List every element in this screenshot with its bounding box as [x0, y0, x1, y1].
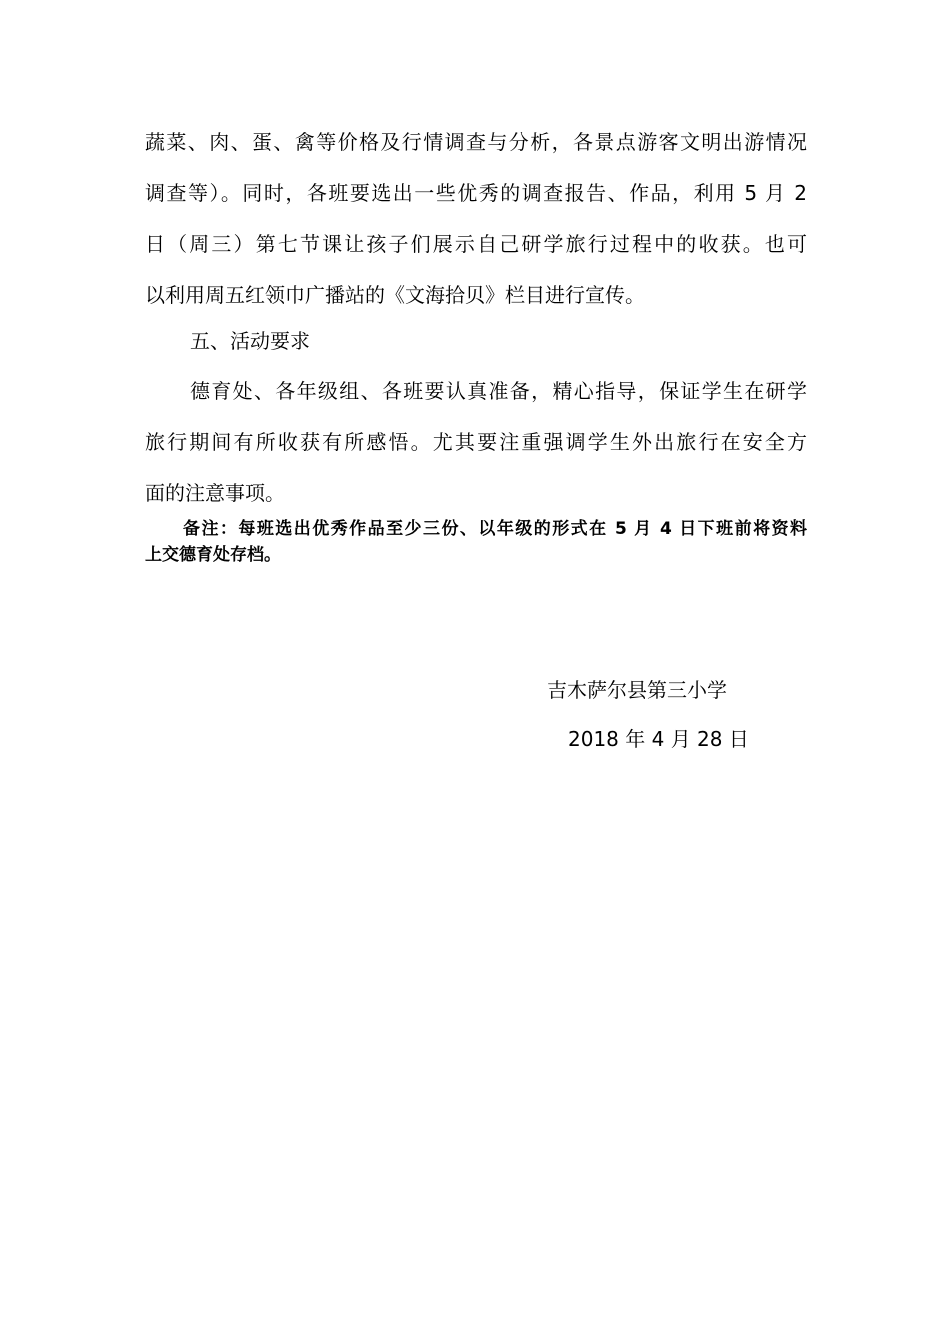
signature-school: 吉木萨尔县第三小学	[547, 678, 727, 702]
note-line: 备注：每班选出优秀作品至少三份、以年级的形式在 5 月 4 日下班前将资料	[183, 519, 807, 539]
signature-date: 2018 年 4 月 28 日	[568, 727, 749, 751]
paragraph-line: 蔬菜、肉、蛋、禽等价格及行情调查与分析，各景点游客文明出游情况	[145, 130, 807, 154]
paragraph-line: 面的注意事项。	[145, 481, 285, 505]
section-heading: 五、活动要求	[190, 329, 310, 353]
paragraph-line: 以利用周五红领巾广播站的《文海拾贝》栏目进行宣传。	[145, 283, 645, 307]
paragraph-line: 调查等）。同时，各班要选出一些优秀的调查报告、作品，利用 5 月 2	[145, 181, 807, 205]
paragraph-line: 日（周三）第七节课让孩子们展示自己研学旅行过程中的收获。也可	[145, 232, 807, 256]
paragraph-line: 德育处、各年级组、各班要认真准备，精心指导，保证学生在研学	[190, 379, 807, 403]
note-line: 上交德育处存档。	[145, 545, 281, 565]
paragraph-line: 旅行期间有所收获有所感悟。尤其要注重强调学生外出旅行在安全方	[145, 430, 807, 454]
